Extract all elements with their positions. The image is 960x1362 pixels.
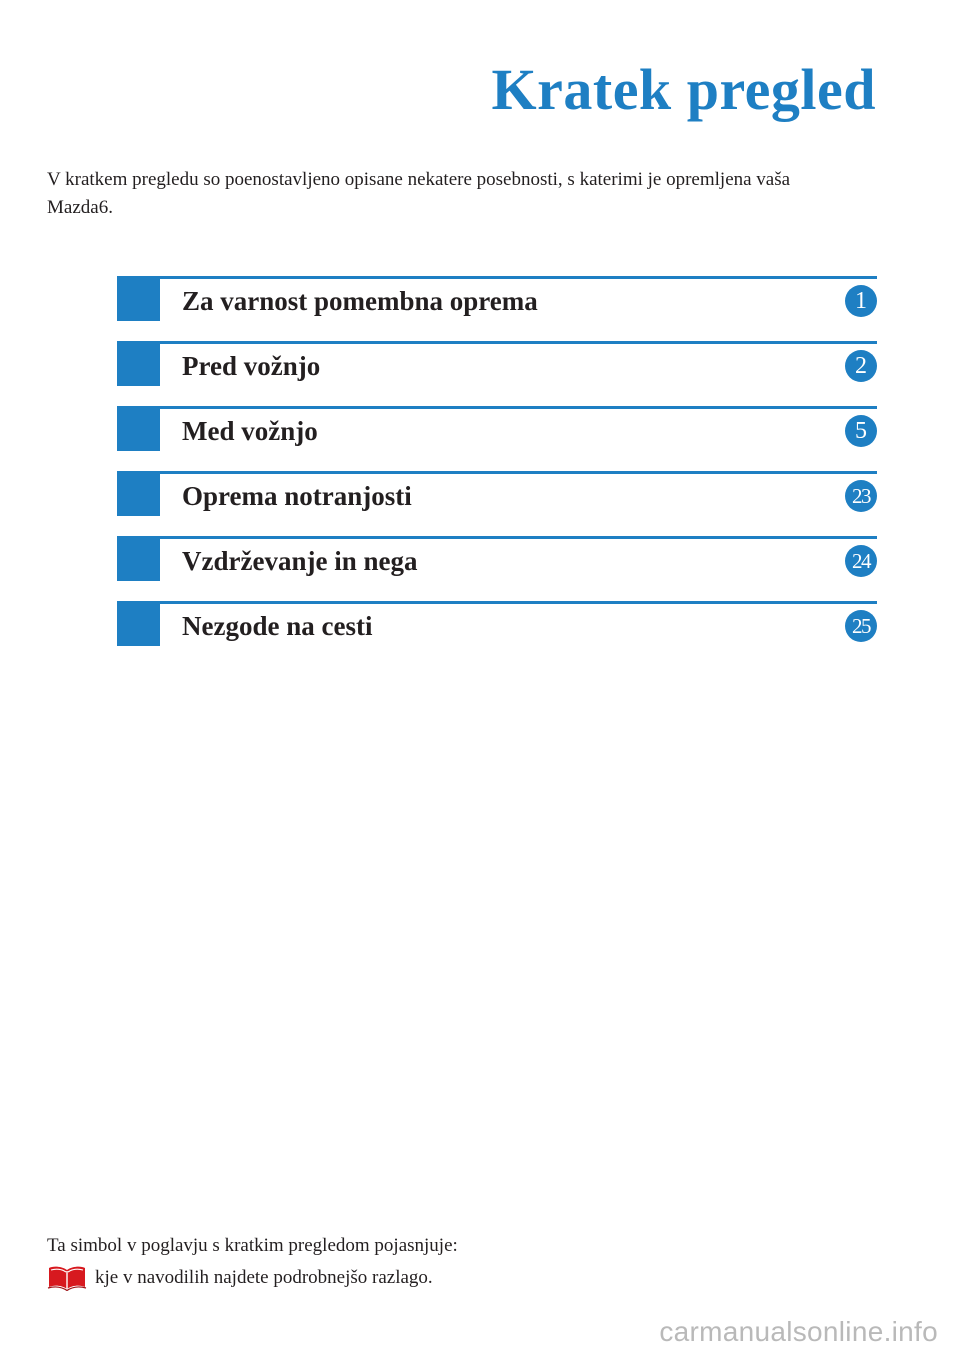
toc-divider [117, 341, 877, 344]
toc-item-label: Za varnost pomembna oprema [182, 286, 538, 316]
toc-marker-block [117, 279, 160, 321]
toc-item-label: Oprema notranjosti [182, 481, 412, 511]
toc-item-label: Med vožnjo [182, 416, 318, 446]
toc-item-while-driving[interactable] [117, 406, 877, 471]
toc-item-label: Vzdrževanje in nega [182, 546, 418, 576]
table-of-contents [117, 276, 877, 666]
toc-marker-block [117, 539, 160, 581]
toc-item-label: Pred vožnjo [182, 351, 321, 381]
toc-item-before-driving[interactable] [117, 341, 877, 406]
toc-item-road-incidents[interactable] [117, 601, 877, 666]
toc-item-interior-equipment[interactable] [117, 471, 877, 536]
toc-divider [117, 276, 877, 279]
symbol-legend-meaning: kje v navodilih najdete podrobnejšo razlago. [95, 1267, 433, 1288]
toc-divider [117, 406, 877, 409]
toc-item-label: Nezgode na cesti [182, 611, 373, 641]
toc-marker-block [117, 409, 160, 451]
toc-divider [117, 471, 877, 474]
toc-marker-block [117, 344, 160, 386]
watermark-text: carmanualsonline.info [659, 1316, 938, 1347]
toc-page-number: 2 [845, 350, 877, 382]
open-book-icon [47, 1265, 87, 1291]
toc-divider [117, 536, 877, 539]
toc-page-number: 1 [845, 285, 877, 317]
symbol-legend [47, 1232, 847, 1292]
symbol-legend-intro: Ta simbol v poglavju s kratkim pregledom pojasnjuje: [47, 1235, 458, 1256]
toc-marker-block [117, 474, 160, 516]
intro-text: V kratkem pregledu so poenostavljeno opisane nekatere posebnosti, s katerimi je opremljena vaša Mazda6. [47, 169, 791, 218]
toc-page-number: 25 [845, 610, 877, 642]
symbol-legend-row [47, 1264, 847, 1292]
toc-item-safety-equipment[interactable] [117, 276, 877, 341]
toc-page-number: 24 [845, 545, 877, 577]
page-title: Kratek pregled [491, 57, 876, 122]
toc-item-maintenance-care[interactable] [117, 536, 877, 601]
toc-page-number: 5 [845, 415, 877, 447]
toc-divider [117, 601, 877, 604]
toc-marker-block [117, 604, 160, 646]
toc-page-number: 23 [845, 480, 877, 512]
